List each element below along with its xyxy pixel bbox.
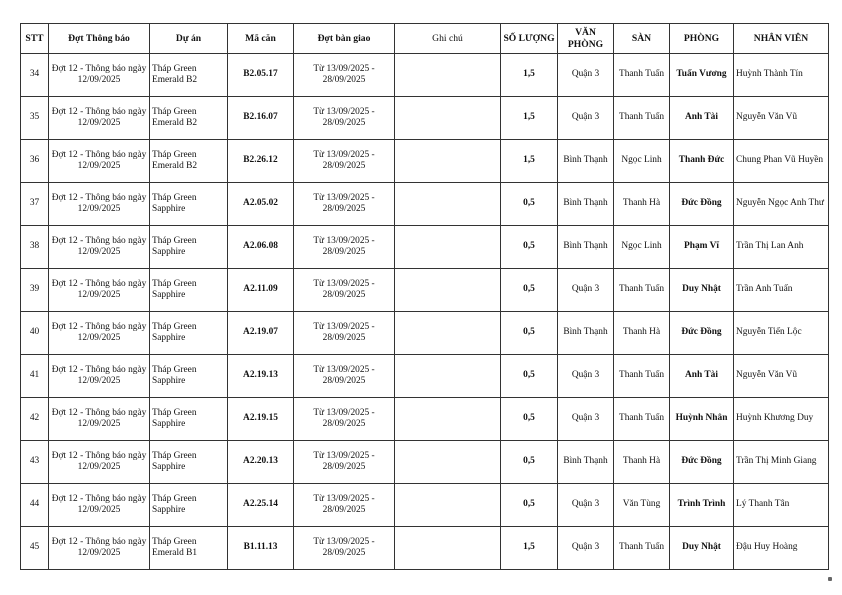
cell-phong: Anh Tài xyxy=(670,97,734,140)
cell-nhan-vien: Nguyễn Tiến Lộc xyxy=(734,312,829,355)
cell-dot-ban-giao: Từ 13/09/2025 - 28/09/2025 xyxy=(294,226,395,269)
cell-ghi-chu xyxy=(395,269,501,312)
cell-nhan-vien: Huỳnh Khương Duy xyxy=(734,398,829,441)
cell-so-luong: 1,5 xyxy=(501,97,558,140)
cell-stt: 45 xyxy=(21,527,49,570)
cell-dot-ban-giao: Từ 13/09/2025 - 28/09/2025 xyxy=(294,312,395,355)
cell-ghi-chu xyxy=(395,398,501,441)
header-phong: PHÒNG xyxy=(670,24,734,54)
cell-stt: 43 xyxy=(21,441,49,484)
cell-so-luong: 1,5 xyxy=(501,140,558,183)
cell-ma-can: A2.19.13 xyxy=(228,355,294,398)
cell-phong: Duy Nhật xyxy=(670,269,734,312)
cell-dot-thong-bao: Đợt 12 - Thông báo ngày 12/09/2025 xyxy=(49,355,150,398)
cell-dot-ban-giao: Từ 13/09/2025 - 28/09/2025 xyxy=(294,398,395,441)
cell-san: Thanh Hà xyxy=(614,312,670,355)
table-row xyxy=(21,441,829,484)
cell-van-phong: Quận 3 xyxy=(558,97,614,140)
cell-stt: 36 xyxy=(21,140,49,183)
cell-ghi-chu xyxy=(395,97,501,140)
cell-nhan-vien: Đậu Huy Hoàng xyxy=(734,527,829,570)
handover-table xyxy=(20,23,829,570)
cell-stt: 37 xyxy=(21,183,49,226)
cell-dot-thong-bao: Đợt 12 - Thông báo ngày 12/09/2025 xyxy=(49,183,150,226)
cell-so-luong: 0,5 xyxy=(501,441,558,484)
cell-du-an: Tháp Green Sapphire xyxy=(150,269,228,312)
cell-nhan-vien: Trần Thị Lan Anh xyxy=(734,226,829,269)
cell-van-phong: Bình Thạnh xyxy=(558,226,614,269)
cell-van-phong: Quận 3 xyxy=(558,355,614,398)
cell-van-phong: Quận 3 xyxy=(558,484,614,527)
cell-so-luong: 1,5 xyxy=(501,527,558,570)
cell-phong: Duy Nhật xyxy=(670,527,734,570)
cell-van-phong: Quận 3 xyxy=(558,398,614,441)
header-dot-thong-bao: Đợt Thông báo xyxy=(49,24,150,54)
cell-so-luong: 0,5 xyxy=(501,312,558,355)
scan-mark xyxy=(828,577,832,581)
cell-van-phong: Quận 3 xyxy=(558,54,614,97)
cell-du-an: Tháp Green Emerald B2 xyxy=(150,54,228,97)
cell-dot-thong-bao: Đợt 12 - Thông báo ngày 12/09/2025 xyxy=(49,398,150,441)
cell-ma-can: B2.16.07 xyxy=(228,97,294,140)
cell-ghi-chu xyxy=(395,527,501,570)
cell-stt: 42 xyxy=(21,398,49,441)
cell-ghi-chu xyxy=(395,183,501,226)
cell-ghi-chu xyxy=(395,226,501,269)
cell-nhan-vien: Huỳnh Thành Tín xyxy=(734,54,829,97)
cell-ghi-chu xyxy=(395,441,501,484)
cell-ghi-chu xyxy=(395,54,501,97)
cell-nhan-vien: Trần Thị Minh Giang xyxy=(734,441,829,484)
cell-van-phong: Bình Thạnh xyxy=(558,441,614,484)
cell-phong: Huỳnh Nhân xyxy=(670,398,734,441)
cell-so-luong: 1,5 xyxy=(501,54,558,97)
cell-stt: 39 xyxy=(21,269,49,312)
header-ghi-chu: Ghi chú xyxy=(395,24,501,54)
cell-ghi-chu xyxy=(395,312,501,355)
header-nhan-vien: NHÂN VIÊN xyxy=(734,24,829,54)
cell-dot-ban-giao: Từ 13/09/2025 - 28/09/2025 xyxy=(294,527,395,570)
cell-phong: Tuấn Vương xyxy=(670,54,734,97)
cell-san: Thanh Tuấn xyxy=(614,355,670,398)
cell-san: Văn Tùng xyxy=(614,484,670,527)
handover-table-sheet xyxy=(20,23,829,570)
table-row xyxy=(21,54,829,97)
cell-ma-can: A2.20.13 xyxy=(228,441,294,484)
cell-dot-thong-bao: Đợt 12 - Thông báo ngày 12/09/2025 xyxy=(49,441,150,484)
cell-dot-ban-giao: Từ 13/09/2025 - 28/09/2025 xyxy=(294,97,395,140)
cell-du-an: Tháp Green Sapphire xyxy=(150,312,228,355)
table-row xyxy=(21,355,829,398)
cell-dot-thong-bao: Đợt 12 - Thông báo ngày 12/09/2025 xyxy=(49,54,150,97)
cell-so-luong: 0,5 xyxy=(501,226,558,269)
cell-phong: Đức Đồng xyxy=(670,312,734,355)
cell-phong: Đức Đồng xyxy=(670,183,734,226)
cell-stt: 35 xyxy=(21,97,49,140)
cell-ghi-chu xyxy=(395,484,501,527)
cell-van-phong: Quận 3 xyxy=(558,527,614,570)
cell-du-an: Tháp Green Emerald B2 xyxy=(150,140,228,183)
table-header-row xyxy=(21,24,829,54)
header-du-an: Dự án xyxy=(150,24,228,54)
cell-du-an: Tháp Green Emerald B2 xyxy=(150,97,228,140)
cell-so-luong: 0,5 xyxy=(501,269,558,312)
cell-ma-can: B2.05.17 xyxy=(228,54,294,97)
cell-phong: Đức Đồng xyxy=(670,441,734,484)
cell-san: Thanh Hà xyxy=(614,441,670,484)
cell-so-luong: 0,5 xyxy=(501,355,558,398)
cell-dot-thong-bao: Đợt 12 - Thông báo ngày 12/09/2025 xyxy=(49,484,150,527)
table-body xyxy=(21,54,829,570)
cell-phong: Phạm Vĩ xyxy=(670,226,734,269)
cell-ma-can: B2.26.12 xyxy=(228,140,294,183)
cell-phong: Thanh Đức xyxy=(670,140,734,183)
cell-dot-thong-bao: Đợt 12 - Thông báo ngày 12/09/2025 xyxy=(49,269,150,312)
cell-san: Thanh Tuấn xyxy=(614,54,670,97)
table-row xyxy=(21,269,829,312)
cell-san: Thanh Tuấn xyxy=(614,398,670,441)
cell-san: Ngọc Linh xyxy=(614,140,670,183)
cell-stt: 40 xyxy=(21,312,49,355)
cell-dot-ban-giao: Từ 13/09/2025 - 28/09/2025 xyxy=(294,441,395,484)
cell-nhan-vien: Nguyễn Văn Vũ xyxy=(734,97,829,140)
cell-ma-can: A2.19.15 xyxy=(228,398,294,441)
table-row xyxy=(21,312,829,355)
cell-nhan-vien: Trần Anh Tuấn xyxy=(734,269,829,312)
cell-dot-thong-bao: Đợt 12 - Thông báo ngày 12/09/2025 xyxy=(49,140,150,183)
cell-ma-can: B1.11.13 xyxy=(228,527,294,570)
cell-van-phong: Bình Thạnh xyxy=(558,312,614,355)
cell-nhan-vien: Nguyễn Văn Vũ xyxy=(734,355,829,398)
table-row xyxy=(21,484,829,527)
cell-ghi-chu xyxy=(395,140,501,183)
cell-du-an: Tháp Green Sapphire xyxy=(150,355,228,398)
cell-stt: 38 xyxy=(21,226,49,269)
cell-dot-thong-bao: Đợt 12 - Thông báo ngày 12/09/2025 xyxy=(49,312,150,355)
cell-dot-ban-giao: Từ 13/09/2025 - 28/09/2025 xyxy=(294,355,395,398)
table-row xyxy=(21,140,829,183)
cell-nhan-vien: Chung Phan Vũ Huyền xyxy=(734,140,829,183)
cell-stt: 34 xyxy=(21,54,49,97)
cell-so-luong: 0,5 xyxy=(501,484,558,527)
header-so-luong: SỐ LƯỢNG xyxy=(501,24,558,54)
table-row xyxy=(21,398,829,441)
cell-ma-can: A2.05.02 xyxy=(228,183,294,226)
cell-dot-thong-bao: Đợt 12 - Thông báo ngày 12/09/2025 xyxy=(49,226,150,269)
cell-dot-ban-giao: Từ 13/09/2025 - 28/09/2025 xyxy=(294,140,395,183)
cell-du-an: Tháp Green Sapphire xyxy=(150,398,228,441)
cell-dot-ban-giao: Từ 13/09/2025 - 28/09/2025 xyxy=(294,269,395,312)
cell-dot-thong-bao: Đợt 12 - Thông báo ngày 12/09/2025 xyxy=(49,527,150,570)
cell-so-luong: 0,5 xyxy=(501,398,558,441)
cell-san: Thanh Hà xyxy=(614,183,670,226)
cell-dot-ban-giao: Từ 13/09/2025 - 28/09/2025 xyxy=(294,183,395,226)
table-row xyxy=(21,183,829,226)
header-stt: STT xyxy=(21,24,49,54)
cell-san: Thanh Tuấn xyxy=(614,527,670,570)
cell-du-an: Tháp Green Sapphire xyxy=(150,441,228,484)
header-ma-can: Mã căn xyxy=(228,24,294,54)
cell-san: Thanh Tuấn xyxy=(614,269,670,312)
cell-phong: Anh Tài xyxy=(670,355,734,398)
header-dot-ban-giao: Đợt bàn giao xyxy=(294,24,395,54)
cell-phong: Trình Trình xyxy=(670,484,734,527)
header-van-phong: VĂN PHÒNG xyxy=(558,24,614,54)
cell-nhan-vien: Nguyễn Ngọc Anh Thư xyxy=(734,183,829,226)
cell-san: Ngọc Linh xyxy=(614,226,670,269)
cell-ma-can: A2.06.08 xyxy=(228,226,294,269)
cell-du-an: Tháp Green Emerald B1 xyxy=(150,527,228,570)
header-san: SÀN xyxy=(614,24,670,54)
cell-du-an: Tháp Green Sapphire xyxy=(150,484,228,527)
table-row xyxy=(21,97,829,140)
cell-van-phong: Bình Thạnh xyxy=(558,140,614,183)
cell-van-phong: Bình Thạnh xyxy=(558,183,614,226)
cell-van-phong: Quận 3 xyxy=(558,269,614,312)
cell-so-luong: 0,5 xyxy=(501,183,558,226)
cell-nhan-vien: Lý Thanh Tân xyxy=(734,484,829,527)
cell-ma-can: A2.25.14 xyxy=(228,484,294,527)
cell-ma-can: A2.19.07 xyxy=(228,312,294,355)
cell-ma-can: A2.11.09 xyxy=(228,269,294,312)
cell-stt: 44 xyxy=(21,484,49,527)
cell-du-an: Tháp Green Sapphire xyxy=(150,226,228,269)
cell-stt: 41 xyxy=(21,355,49,398)
cell-san: Thanh Tuấn xyxy=(614,97,670,140)
cell-dot-ban-giao: Từ 13/09/2025 - 28/09/2025 xyxy=(294,484,395,527)
cell-dot-ban-giao: Từ 13/09/2025 - 28/09/2025 xyxy=(294,54,395,97)
table-row xyxy=(21,527,829,570)
cell-dot-thong-bao: Đợt 12 - Thông báo ngày 12/09/2025 xyxy=(49,97,150,140)
table-row xyxy=(21,226,829,269)
cell-du-an: Tháp Green Sapphire xyxy=(150,183,228,226)
cell-ghi-chu xyxy=(395,355,501,398)
